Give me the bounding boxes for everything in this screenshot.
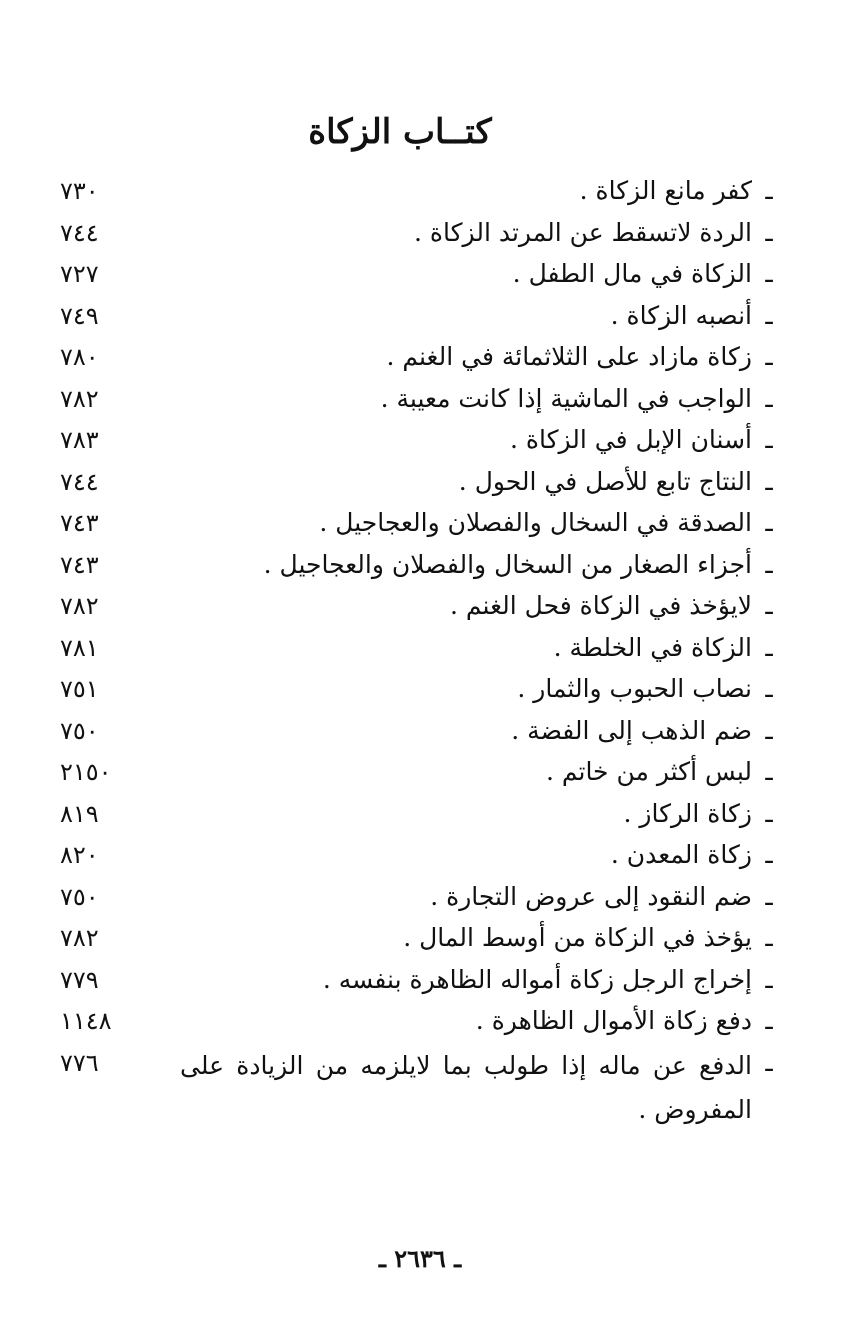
entry-text: الدفع عن ماله إذا طولب بما لايلزمه من الزيادة على المفروض . [180, 1050, 752, 1124]
entry-page-number: ٧٥٠ [60, 716, 99, 745]
index-entry [60, 836, 780, 878]
entry-text: كفر مانع الزكاة . [579, 176, 752, 205]
entry-dash: ـ [765, 549, 773, 579]
entry-dash: ـ [765, 798, 773, 828]
entry-page-number: ٧٥١ [60, 675, 99, 703]
entry-page-number: ٧٨٢ [60, 384, 99, 413]
entry-page-number: ٧٤٤ [60, 467, 99, 496]
entry-dash: ـ [765, 383, 773, 413]
entry-text: أنصبه الزكاة . [610, 300, 752, 330]
entry-text: يؤخذ في الزكاة من أوسط المال . [403, 923, 752, 952]
entry-page-number: ٧٥٠ [60, 882, 99, 911]
entry-page-number: ٧٧٦ [60, 1048, 99, 1077]
index-entry [60, 961, 780, 1003]
entry-text: الزكاة في الخلطة . [553, 632, 752, 662]
entry-text: إخراج الرجل زكاة أمواله الظاهرة بنفسه . [322, 964, 752, 994]
entry-page-number: ٧٨٠ [60, 343, 99, 371]
index-entry [60, 463, 780, 505]
entry-page-number: ١١٤٨ [60, 1007, 112, 1035]
entry-text: الصدقة في السخال والفصلان والعجاجيل . [319, 508, 752, 537]
entry-dash: ـ [765, 466, 773, 496]
entry-text: ضم النقود إلى عروض التجارة . [430, 881, 752, 911]
index-entry [60, 214, 780, 256]
entry-page-number: ٧٤٩ [60, 301, 99, 330]
entry-text: الزكاة في مال الطفل . [512, 259, 752, 288]
entry-page-number: ٧٨٣ [60, 426, 99, 454]
entry-dash: ـ [765, 300, 773, 330]
section-title: كتــاب الزكاة [308, 112, 492, 152]
entry-page-number: ٧٧٩ [60, 965, 99, 994]
entry-page-number: ٧٤٤ [60, 218, 99, 247]
entry-page-number: ٧٨١ [60, 633, 99, 662]
entry-page-number: ٧٢٧ [60, 260, 99, 288]
index-entry [60, 1044, 780, 1134]
entry-text: أجزاء الصغار من السخال والفصلان والعجاجيل . [263, 549, 752, 579]
entry-text: الواجب في الماشية إذا كانت معيبة . [380, 383, 752, 413]
page-number-footer: ـ ٢٦٣٦ ـ [378, 1244, 462, 1273]
entry-page-number: ٨٢٠ [60, 841, 99, 869]
entry-text: زكاة الركاز . [623, 798, 752, 828]
index-entry [60, 919, 780, 961]
index-entry [60, 546, 780, 588]
entry-dash: ـ [765, 259, 773, 288]
entry-page-number: ٧٨٢ [60, 592, 99, 620]
entry-dash: ـ [765, 757, 773, 786]
entry-text: دفع زكاة الأموال الظاهرة . [475, 1006, 752, 1035]
index-entry [60, 670, 780, 712]
entry-dash: ـ [765, 715, 773, 745]
index-entry [60, 380, 780, 422]
entry-dash: ـ [765, 217, 773, 247]
entry-dash: ـ [765, 342, 773, 371]
entry-dash: ـ [765, 591, 773, 620]
index-entry [60, 297, 780, 339]
entry-dash: ـ [765, 1047, 773, 1077]
index-entry [60, 421, 780, 463]
index-entry [60, 338, 780, 380]
entry-dash: ـ [765, 508, 773, 537]
index-entry [60, 795, 780, 837]
index-entry [60, 172, 780, 214]
entry-page-number: ٧٨٢ [60, 924, 99, 952]
entry-dash: ـ [765, 674, 773, 703]
entry-text: لايؤخذ في الزكاة فحل الغنم . [450, 591, 752, 620]
entry-dash: ـ [765, 176, 773, 205]
entry-text: الردة لاتسقط عن المرتد الزكاة . [414, 217, 752, 247]
index-entry [60, 587, 780, 629]
index-entry [60, 712, 780, 754]
entry-dash: ـ [765, 1006, 773, 1035]
index-entry [60, 878, 780, 920]
entry-text: أسنان الإبل في الزكاة . [509, 425, 752, 454]
entry-page-number: ٢١٥٠ [60, 758, 112, 786]
entry-page-number: ٨١٩ [60, 799, 99, 828]
entry-page-number: ٧٤٣ [60, 550, 99, 579]
index-entry [60, 629, 780, 671]
entry-text: النتاج تابع للأصل في الحول . [458, 466, 752, 496]
entry-text: لبس أكثر من خاتم . [545, 757, 752, 786]
index-entry [60, 1002, 780, 1044]
entry-page-number: ٧٣٠ [60, 177, 99, 205]
entry-text: نصاب الحبوب والثمار . [517, 674, 752, 703]
entry-dash: ـ [765, 632, 773, 662]
entry-dash: ـ [765, 881, 773, 911]
entry-text: زكاة مازاد على الثلاثمائة في الغنم . [386, 342, 752, 371]
entry-text: زكاة المعدن . [610, 840, 752, 869]
index-entry [60, 255, 780, 297]
entry-dash: ـ [765, 840, 773, 869]
entry-dash: ـ [765, 923, 773, 952]
entry-dash: ـ [765, 964, 773, 994]
entry-dash: ـ [765, 425, 773, 454]
entry-page-number: ٧٤٣ [60, 509, 99, 537]
index-list [60, 172, 780, 1134]
index-entry [60, 504, 780, 546]
index-entry [60, 753, 780, 795]
entry-text: ضم الذهب إلى الفضة . [511, 715, 752, 745]
